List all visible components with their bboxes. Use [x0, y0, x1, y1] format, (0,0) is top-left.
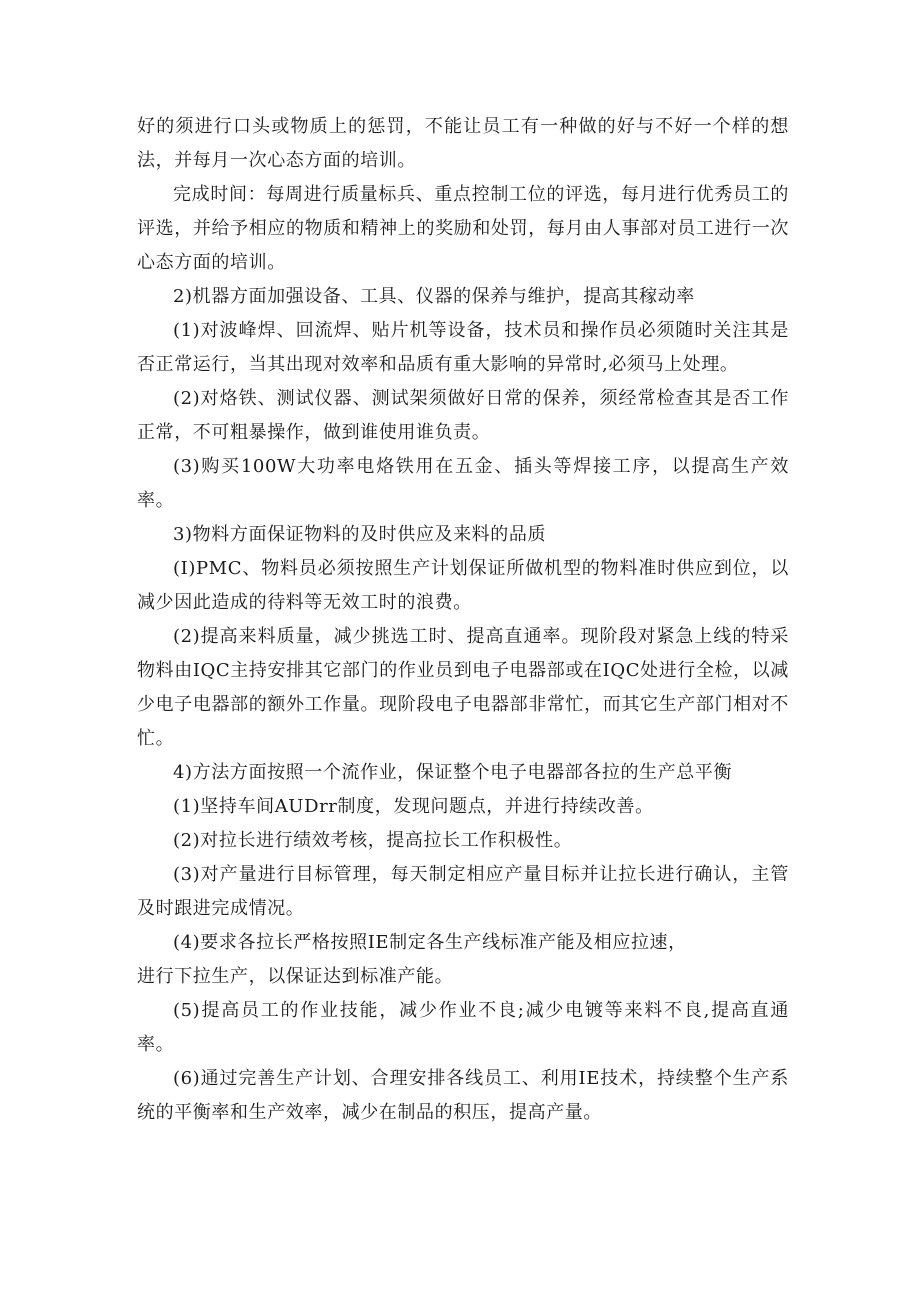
paragraph-15: 进行下拉生产，以保证达到标准产能。: [137, 966, 454, 987]
paragraph-6: (3)购买100W大功率电烙铁用在五金、插头等焊接工序，以提高生产效率。: [137, 456, 789, 511]
paragraph-5: (2)对烙铁、测试仪器、测试架须做好日常的保养，须经常检查其是否工作正常，不可粗暴操作，做到谁使用谁负责。: [137, 388, 789, 443]
paragraph-16: (5)提高员工的作业技能，减少作业不良;减少电镀等来料不良,提高直通率。: [137, 1000, 789, 1055]
paragraph-12: (2)对拉长进行绩效考核，提高拉长工作积极性。: [173, 830, 573, 851]
paragraph-14: (4)要求各拉长严格按照IE制定各生产线标准产能及相应拉速，: [173, 932, 687, 953]
paragraph-2: 完成时间：每周进行质量标兵、重点控制工位的评选，每月进行优秀员工的评选，并给予相应的物质和精神上的奖励和处罚，每月由人事部对员工进行一次心态方面的培训。: [137, 184, 789, 273]
document-body: [137, 110, 789, 1130]
paragraph-8: (I)PMC、物料员必须按照生产计划保证所做机型的物料准时供应到位，以减少因此造成的待料等无效工时的浪费。: [137, 558, 789, 613]
paragraph-1: 好的须进行口头或物质上的惩罚，不能让员工有一种做的好与不好一个样的想法，并每月一次心态方面的培训。: [137, 116, 789, 171]
paragraph-10: 4)方法方面按照一个流作业，保证整个电子电器部各拉的生产总平衡: [173, 762, 733, 783]
paragraph-13: (3)对产量进行目标管理，每天制定相应产量目标并让拉长进行确认，主管及时跟进完成情况。: [137, 864, 789, 919]
paragraph-9: (2)提高来料质量，减少挑选工时、提高直通率。现阶段对紧急上线的特采物料由IQC主持安排其它部门的作业员到电子电器部或在IQC处进行全检，以减少电子电器部的额外工作量。现阶段电子电器部非常忙，而其它生产部门相对不忙。: [137, 626, 789, 749]
paragraph-7: 3)物料方面保证物料的及时供应及来料的品质: [173, 524, 547, 545]
paragraph-17: (6)通过完善生产计划、合理安排各线员工、利用IE技术，持续整个生产系统的平衡率和生产效率，减少在制品的积压，提高产量。: [137, 1068, 789, 1123]
paragraph-11: (1)坚持车间AUDrr制度，发现问题点，并进行持续改善。: [173, 796, 654, 817]
paragraph-3: 2)机器方面加强设备、工具、仪器的保养与维护，提高其稼动率: [173, 286, 695, 307]
paragraph-4: (1)对波峰焊、回流焊、贴片机等设备，技术员和操作员必须随时关注其是否正常运行，当其出现对效率和品质有重大影响的异常时,必须马上处理。: [137, 320, 789, 375]
